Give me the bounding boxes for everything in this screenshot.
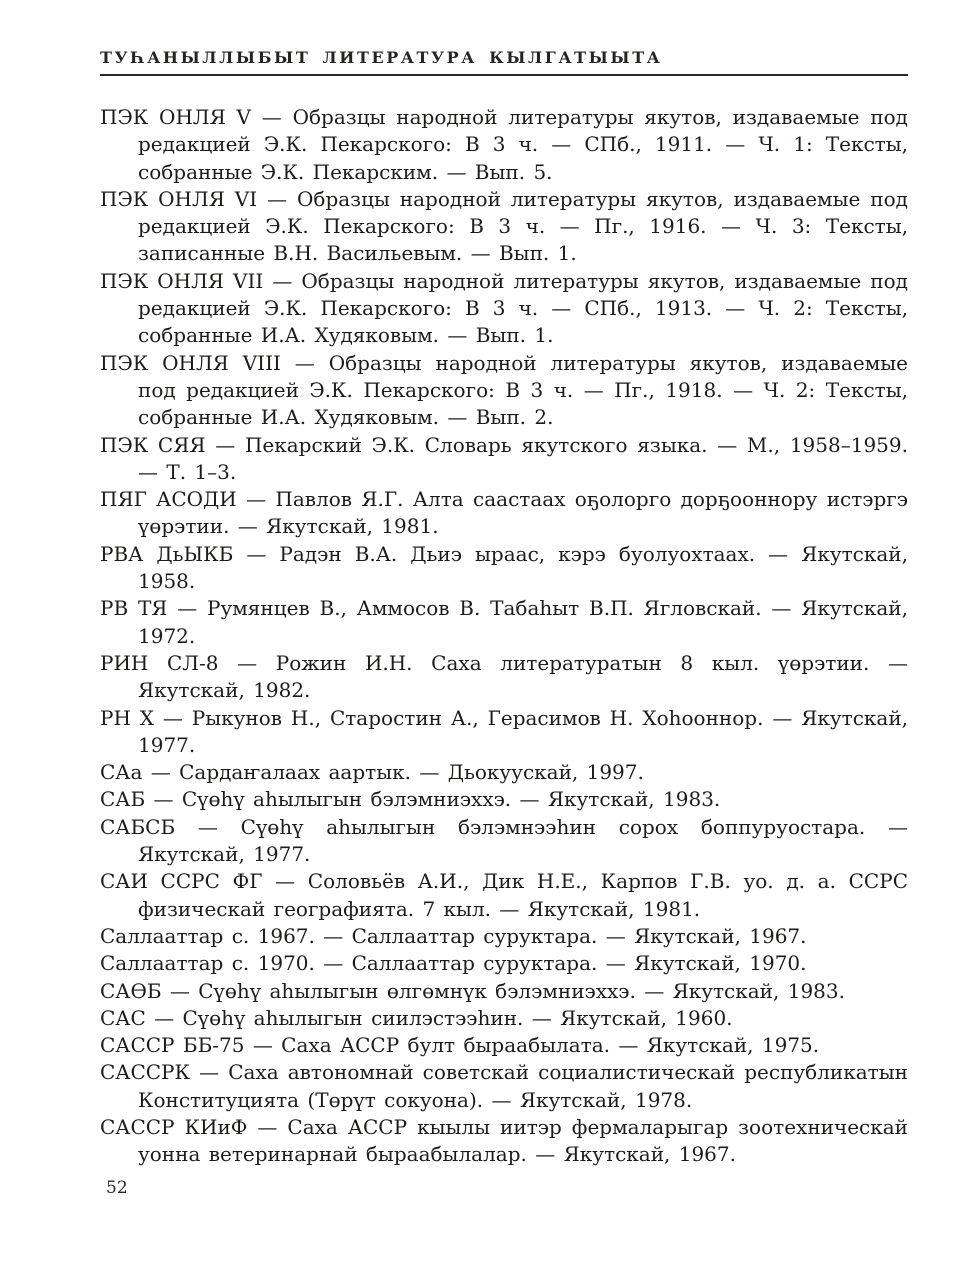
header-rule (100, 74, 908, 76)
bibliography-entry: САа — Сардаҥалаах аартык. — Дьокуускай, 1997. (100, 760, 644, 785)
bibliography-entry: САӨБ — Сүөһү аһылыгын өлгөмнүк бэлэмниэххэ. — Якутскай, 1983. (100, 978, 845, 1003)
bibliography-entry: САССР ББ-75 — Саха АССР булт быраабылата. — Якутскай, 1975. (100, 1033, 820, 1058)
bibliography-list (100, 104, 908, 1169)
bibliography-entry: Саллааттар с. 1970. — Саллааттар суруктара. — Якутскай, 1970. (100, 951, 807, 976)
bibliography-entry: ПЭК ОНЛЯ VIII — Образцы народной литературы якутов, издаваемые под редакцией Э.К. Пекарского: В 3 ч. — Пг., 1918. — Ч. 2: Тексты, собранные И.А. Худяковым. — Вып. 2. (100, 350, 908, 430)
bibliography-entry: САССРК — Саха автономнай советскай социалистическай республикатын Конституцията (Төрүт сокуона). — Якутскай, 1978. (100, 1060, 908, 1112)
bibliography-entry: САИ ССРС ФГ — Соловьёв А.И., Дик Н.Е., Карпов Г.В. уо. д. а. ССРС физическай географията. 7 кыл. — Якутскай, 1981. (100, 869, 908, 921)
bibliography-entry: ПЭК ОНЛЯ VII — Образцы народной литературы якутов, издаваемые под редакцией Э.К. Пекарского: В 3 ч. — СПб., 1913. — Ч. 2: Тексты, собранные И.А. Худяковым. — Вып. 1. (100, 268, 908, 348)
bibliography-entry: САС — Сүөһү аһылыгын сиилэстээһин. — Якутскай, 1960. (100, 1005, 733, 1030)
bibliography-entry: РН Х — Рыкунов Н., Старостин А., Герасимов Н. Хоһооннор. — Якутскай, 1977. (100, 705, 908, 757)
bibliography-entry: ПЭК ОНЛЯ VI — Образцы народной литературы якутов, издаваемые под редакцией Э.К. Пекарского: В 3 ч. — Пг., 1916. — Ч. 3: Тексты, записанные В.Н. Васильевым. — Вып. 1. (100, 186, 908, 266)
bibliography-entry: САБ — Сүөһү аһылыгын бэлэмниэххэ. — Якутскай, 1983. (100, 787, 721, 812)
bibliography-entry: РВ ТЯ — Румянцев В., Аммосов В. Табаһыт В.П. Ягловскай. — Якутскай, 1972. (100, 596, 908, 648)
page-number: 52 (106, 1178, 128, 1198)
bibliography-entry: Саллааттар с. 1967. — Саллааттар суруктара. — Якутскай, 1967. (100, 923, 807, 948)
running-head-title: ТУҺАНЫЛЛЫБЫТ ЛИТЕРАТУРА КЫЛГАТЫЫТА (100, 48, 663, 67)
page-header (100, 0, 908, 76)
bibliography-entry: САБСБ — Сүөһү аһылыгын бэлэмнээһин сорох боппуруостара. — Якутскай, 1977. (100, 814, 908, 867)
bibliography-entry: ПЭК ОНЛЯ V — Образцы народной литературы якутов, издаваемые под редакцией Э.К. Пекарского: В 3 ч. — СПб., 1911. — Ч. 1: Тексты, собранные Э.К. Пекарским. — Вып. 5. (100, 105, 908, 184)
bibliography-entry: ПЭК СЯЯ — Пекарский Э.К. Словарь якутского языка. — М., 1958–1959. — Т. 1–3. (100, 432, 908, 484)
bibliography-entry: РВА ДьЫКБ — Радэн В.А. Дьиэ ыраас, кэрэ буолуохтаах. — Якутскай, 1958. (100, 541, 908, 594)
bibliography-entry: РИН СЛ-8 — Рожин И.Н. Саха литературатын 8 кыл. үөрэтии. — Якутскай, 1982. (100, 650, 908, 703)
bibliography-entry: ПЯГ АСОДИ — Павлов Я.Г. Алта саастаах оҕолорго дорҕооннору истэргэ үөрэтии. — Якутскай, 1981. (100, 487, 908, 539)
bibliography-entry: САССР КИиФ — Саха АССР кыылы иитэр фермаларыгар зоотехническай уонна ветеринарнай быраабылалар. — Якутскай, 1967. (100, 1114, 908, 1167)
text-column (100, 0, 908, 1169)
